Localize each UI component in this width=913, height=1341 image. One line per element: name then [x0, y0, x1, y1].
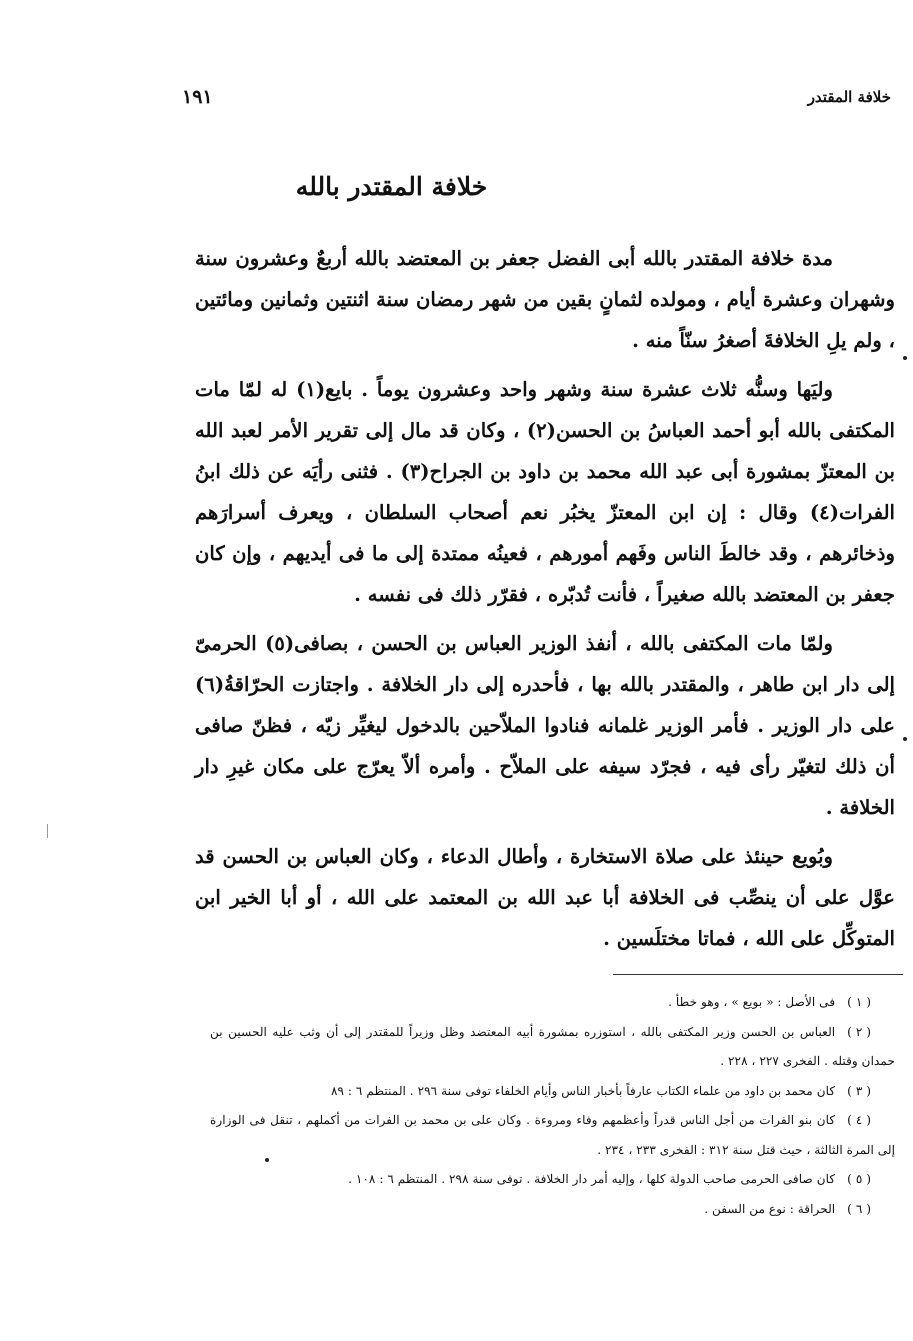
- footnote-number: ( ٤ ): [847, 1113, 871, 1127]
- chapter-title: خلافة المقتدر بالله: [295, 172, 488, 201]
- scan-mark: [47, 824, 48, 838]
- paragraph: وبُويع حينئذ على صلاة الاستخارة ، وأطال الدعاء ، وكان العباس بن الحسن قد عوَّل على أن ينصِّب فى الخلافة أبا عبد الله بن المعتمد على الله ، أو أبا الخير ابن المتوكِّل على الله ، فماتا مختلَسين .: [195, 845, 895, 950]
- running-head: خلافة المقتدر: [807, 88, 891, 106]
- main-text: [195, 238, 895, 967]
- footnote: [210, 1018, 895, 1077]
- footnote-text: فى الأصل : « بويع » ، وهو خطأ .: [668, 995, 836, 1009]
- footnote-number: ( ٦ ): [847, 1201, 871, 1216]
- footnote-text: الحراقة : نوع من السفن .: [704, 1201, 836, 1216]
- footnote: [210, 1077, 895, 1107]
- paragraph: وليَها وسنُّه ثلاث عشرة سنة وشهر واحد وعشرون يوماً . بايع(١) له لمّا مات المكتفى بالله أبو أحمد العباسُ بن الحسن(٢) ، وكان قد مال إلى تقرير الأمر لعبد الله بن المعتزّ بمشورة أبى عبد الله محمد بن داود بن الجراح(٣) . فثنى رأيَه عن ذلك ابنُ الفرات(٤) وقال : إن ابن المعتزّ يخبُر نعم أصحاب السلطان ، ويعرف أسرارَهم وذخائرهم ، وقد خالطَ الناس وفَهم أمورهم ، فعينُه ممتدة إلى ما فى أيديهم ، وإن كان جعفر بن المعتضد بالله صغيراً ، فأنت تُدبّره ، فقرّر ذلك فى نفسه .: [195, 378, 896, 606]
- footnote: [210, 988, 895, 1018]
- footnote: [210, 1165, 895, 1195]
- margin-speck: [903, 737, 907, 741]
- margin-speck: [265, 1158, 269, 1162]
- footnote-number: ( ٣ ): [847, 1083, 871, 1098]
- footnote-text: كان صافى الحرمى صاحب الدولة كلها ، وإليه أمر دار الخلافة . توفى سنة ٢٩٨ . المنتظم ٦ : ١٠٨ .: [348, 1172, 836, 1186]
- footnote-text: كان محمد بن داود من علماء الكتاب عارفاً بأخبار الناس وأيام الخلفاء توفى سنة ٢٩٦ . المنتظم ٦ : ٨٩: [330, 1083, 836, 1098]
- page-number: ١٩١: [182, 86, 213, 108]
- footnote-separator: [613, 974, 903, 975]
- footnote: [210, 1106, 895, 1165]
- footnote: [210, 1195, 895, 1225]
- footnotes: [210, 988, 895, 1224]
- footnote-number: ( ٥ ): [847, 1172, 871, 1186]
- margin-speck: [903, 356, 907, 360]
- paragraph: مدة خلافة المقتدر بالله أبى الفضل جعفر بن المعتضد بالله أربعٌ وعشرون سنة وشهران وعشرة أيام ، ومولده لثمانٍ بقين من شهر رمضان سنة اثنتين وثمانين ومائتين ، ولم يلِ الخلافةَ أصغرُ سنّاً منه .: [195, 247, 895, 352]
- footnote-number: ( ٢ ): [847, 1024, 871, 1039]
- footnote-text: كان بنو الفرات من أجل الناس قدراً وأعظمهم وفاء ومروءة . وكان على بن محمد بن الفرات من أكملهم ، تنقل فى الوزارة إلى المرة الثالثة ، حيث قتل سنة ٣١٢ : الفخرى ٢٣٣ ، ٢٣٤ .: [210, 1113, 895, 1157]
- footnote-number: ( ١ ): [847, 995, 871, 1009]
- footnote-text: العباس بن الحسن وزير المكتفى بالله ، استوزره بمشورة أبيه المعتضد وظل وزيراً للمقتدر إلى أن وثب عليه الحسين بن حمدان وقتله . الفخرى ٢٢٧ ، ٢٢٨ .: [210, 1024, 895, 1068]
- paragraph: ولمّا مات المكتفى بالله ، أنفذ الوزير العباس بن الحسن ، بصافى(٥) الحرمىّ إلى دار ابن طاهر ، والمقتدر بالله بها ، فأحدره إلى دار الخلافة . واجتازت الحرّاقةُ(٦) على دار الوزير . فأمر الوزير غلمانه فنادوا الملاّحين بالدخول ليغيِّر زيّه ، فظنّ صافى أن ذلك لتغيّر رأى فيه ، فجرّد سيفه على الملاّح . وأمره ألاّ يعرّج على مكان غيرِ دار الخلافة .: [195, 632, 895, 819]
